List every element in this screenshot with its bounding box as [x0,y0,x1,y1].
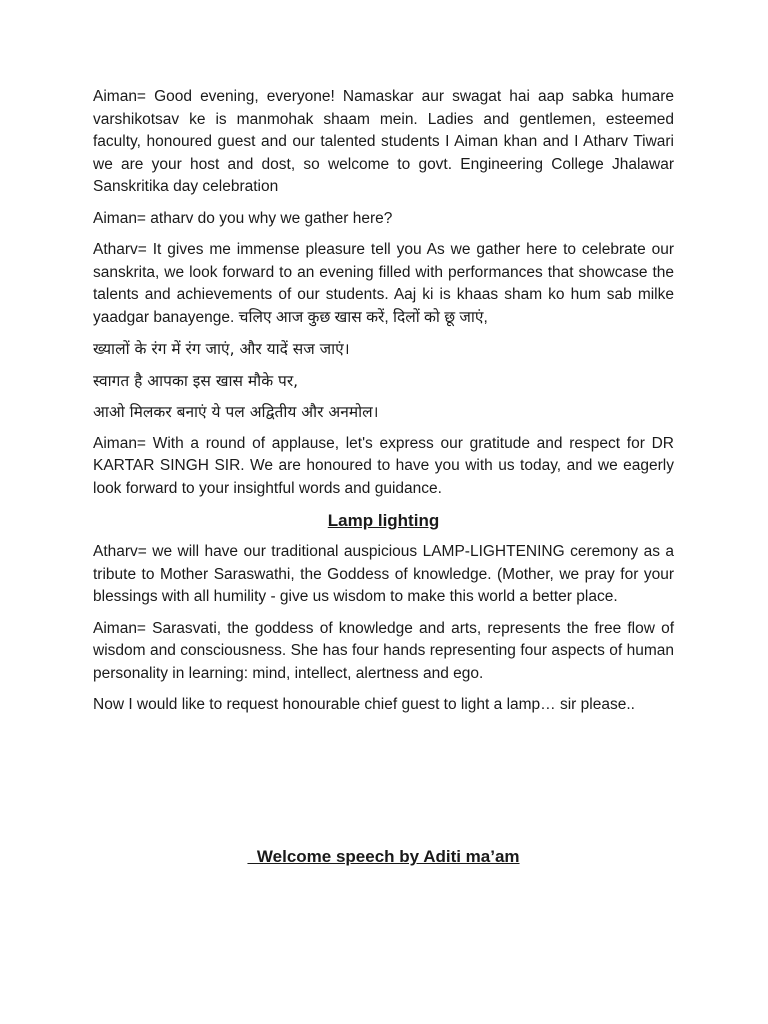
lamp-lighting-heading: Lamp lighting [327,511,440,530]
intro-paragraph-4: Aiman= With a round of applause, let's express our gratitude and respect for DR KARTAR SINGH SIR. We are honoured to have you with us today, and we eagerly look forward to your insightful words and guidance. [93,434,674,497]
intro-paragraph-2: Aiman= atharv do you why we gather here? [93,209,393,227]
welcome-speech-heading: Welcome speech by Aditi ma’am [247,847,520,866]
script-body [93,86,674,726]
lamp-paragraph-2: Aiman= Sarasvati, the goddess of knowledge and arts, represents the free flow of wisdom and consciousness. She has four hands representing four aspects of human personality in learning: mind, intellect, alertness and ego. [93,619,674,682]
intro-paragraph-3: Atharv= It gives me immense pleasure tell you As we gather here to celebrate our sanskrita, we look forward to an evening filled with performances that showcase the talents and achievements of our students. Aaj ki is khaas sham ko hum sab milke yaadgar banayenge. चलिए आज कुछ खास करें, दिलों को छू जाएं, [93,241,674,326]
hindi-verse-line-1: ख्यालों के रंग में रंग जाएं, और यादें सज जाएं। [93,340,350,358]
hindi-verse-line-2: स्वागत है आपका इस खास मौके पर, [93,371,299,390]
lamp-paragraph-3: Now I would like to request honourable chief guest to light a lamp… sir please.. [93,696,635,713]
lamp-paragraph-1: Atharv= we will have our traditional auspicious LAMP-LIGHTENING ceremony as a tribute to Mother Saraswathi, the Goddess of knowledge. (Mother, we pray for your blessings with all humility - give us wisdom to make this world a better place. [93,543,674,605]
intro-paragraph-1: Aiman= Good evening, everyone! Namaskar aur swagat hai aap sabka humare varshikotsav ke is manmohak shaam mein. Ladies and gentlemen, esteemed faculty, honoured guest and our talented students I Aiman khan and I Atharv Tiwari we are your host and dost, so welcome to govt. Engineering College Jhalawar Sanskritika day celebration [93,88,674,195]
hindi-verse-line-3: आओ मिलकर बनाएं ये पल अद्वितीय और अनमोल। [93,403,379,421]
